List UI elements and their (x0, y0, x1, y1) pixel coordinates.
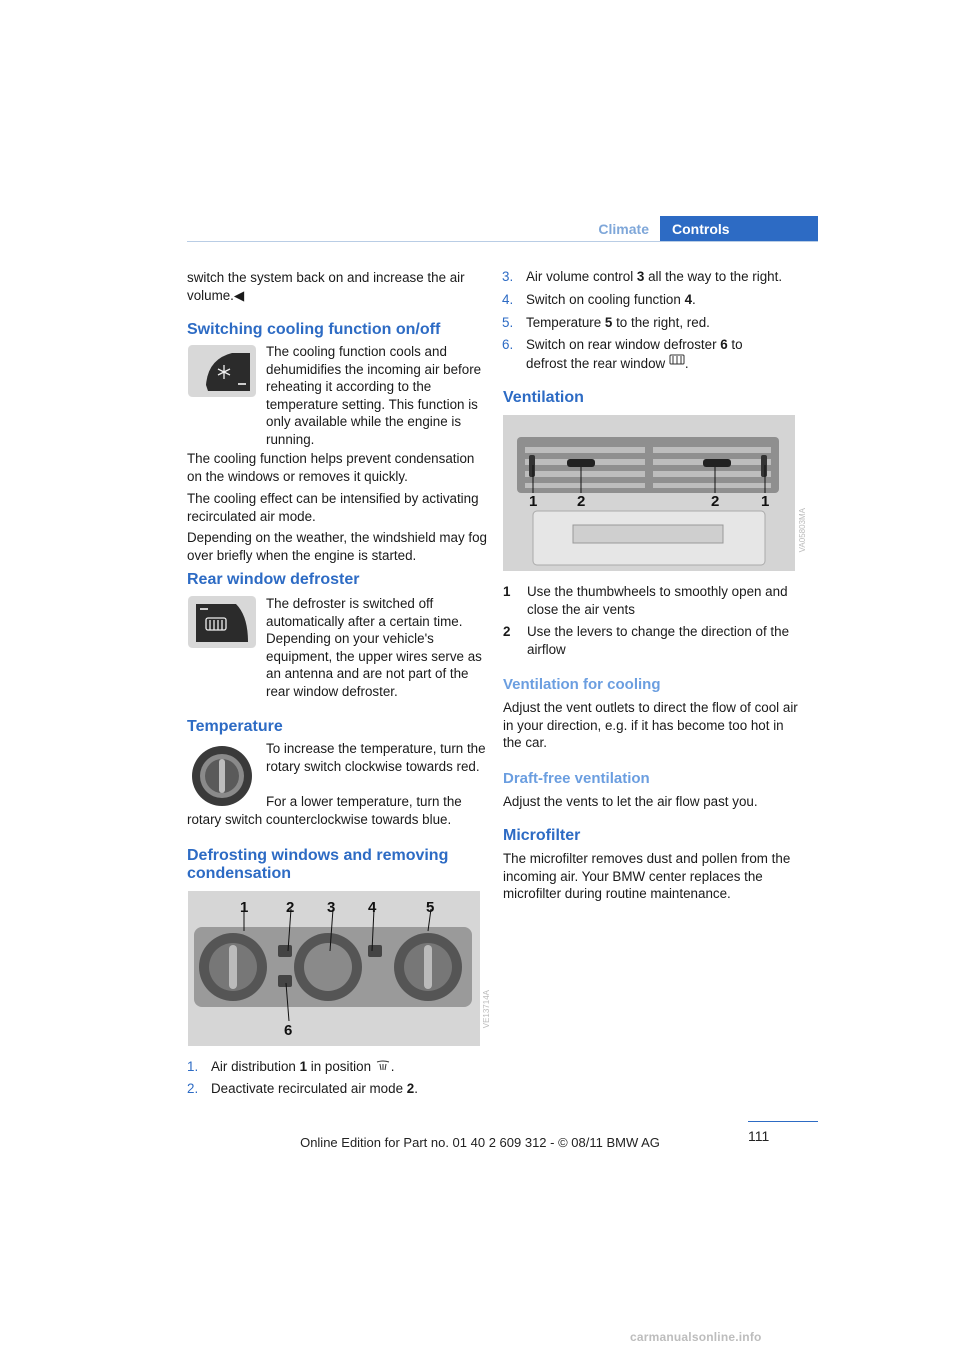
list-item: 4. Switch on cooling function 4. (502, 292, 696, 307)
panel-image-code: VE13714A (482, 990, 491, 1029)
draft-p1: Adjust the vents to let the air flow past you. (503, 794, 758, 809)
temp-p2: For a lower temperature, turn the rotary switch counterclockwise towards blue. (187, 794, 462, 827)
rear-defrost-button-image (188, 596, 256, 648)
page-number: 111 (748, 1128, 770, 1144)
header-chapter: Controls (660, 216, 818, 242)
rear-defrost-icon (669, 354, 685, 366)
vent-image-code: VA05803MA (798, 508, 807, 553)
watermark: carmanualsonline.info (630, 1330, 762, 1344)
cooling-p2: The cooling function helps prevent condensation on the windows or removes it quickly. (187, 451, 475, 484)
intro-text: switch the system back on and increase the air volume.◀ (187, 270, 465, 303)
cooling-p4: Depending on the weather, the windshield may fog over briefly when the engine is started. (187, 530, 488, 563)
header-section: Climate (598, 221, 649, 237)
panel-callout: 2 (286, 899, 295, 916)
defrost-heading: Defrosting windows and removing condensation (187, 847, 449, 882)
vent-callout: 1 (529, 493, 538, 510)
list-item: 1. Air distribution 1 in position . (187, 1059, 395, 1074)
list-item: 3. Air volume control 3 all the way to the right. (502, 269, 783, 284)
rear-p1: The defroster is switched off automatically after a certain time. Depending on your vehicle's equipment, the upper wires serve as an antenna and are not part of the rear window defroster. (266, 596, 482, 699)
temp-p1: To increase the temperature, turn the rotary switch clockwise towards red. (266, 741, 486, 774)
cooling-button-image (188, 345, 256, 397)
list-item: 5. Temperature 5 to the right, red. (502, 315, 710, 330)
vent-callout: 1 (761, 493, 770, 510)
air-vent-photo (503, 415, 795, 571)
vent-callout: 2 (577, 493, 586, 510)
edition-footer: Online Edition for Part no. 01 40 2 609 312 - © 08/11 BMW AG (300, 1135, 660, 1150)
panel-callout: 5 (426, 899, 435, 916)
panel-callout: 3 (327, 899, 336, 916)
temp-heading: Temperature (187, 718, 283, 735)
draft-heading: Draft-free ventilation (503, 770, 650, 787)
list-item: 2. Deactivate recirculated air mode 2. (187, 1081, 418, 1096)
cooling-p3: The cooling effect can be intensified by activating recirculated air mode. (187, 491, 479, 524)
footer-rule (748, 1121, 818, 1122)
microfilter-heading: Microfilter (503, 827, 581, 844)
header-rule (187, 241, 818, 242)
panel-callout: 1 (240, 899, 249, 916)
list-item: 1 Use the thumbwheels to smoothly open and close the air vents (503, 584, 788, 617)
rear-heading: Rear window defroster (187, 571, 360, 588)
panel-callout: 4 (368, 899, 377, 916)
microfilter-p1: The microfilter removes dust and pollen from the incoming air. Your BMW center replaces the microfilter during routine maintenance. (503, 851, 791, 902)
list-item: 2 Use the levers to change the direction of the airflow (503, 624, 790, 657)
ventilation-heading: Ventilation (503, 389, 584, 406)
vent-callout: 2 (711, 493, 720, 510)
list-item: 6. Switch on rear window defroster 6 to defrost the rear window . (502, 337, 743, 371)
cooling-p1: The cooling function cools and dehumidifies the incoming air before reheating it according to the temperature setting. This function is only available while the engine is running. (266, 344, 482, 447)
vent-cool-heading: Ventilation for cooling (503, 676, 661, 693)
panel-callout: 6 (284, 1022, 293, 1039)
vent-cool-p1: Adjust the vent outlets to direct the flow of cool air in your direction, e.g. if it has become too hot in the car. (503, 700, 798, 751)
windshield-airflow-icon (375, 1060, 391, 1072)
control-panel-photo (188, 891, 480, 1046)
cooling-heading: Switching cooling function on/off (187, 321, 441, 338)
